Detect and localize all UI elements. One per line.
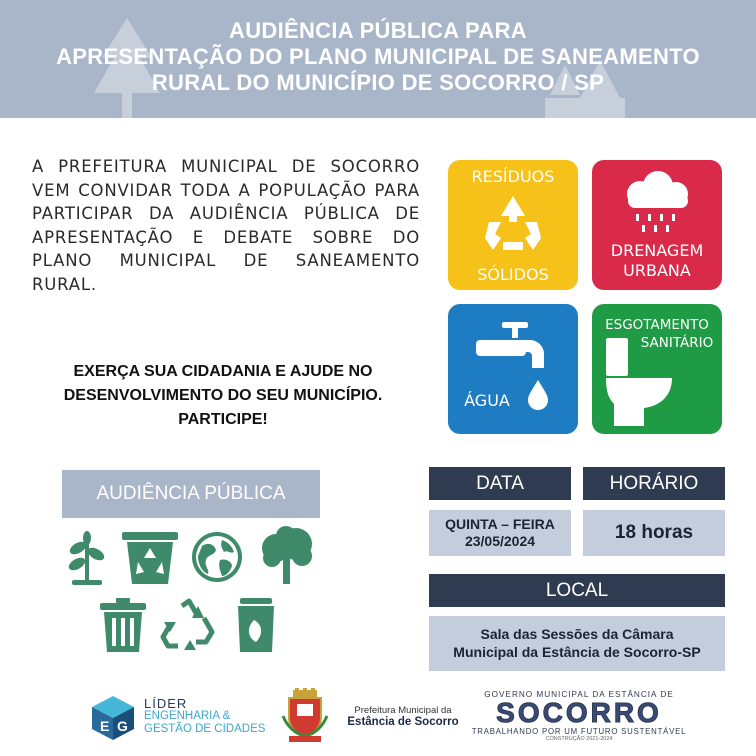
toilet-icon bbox=[602, 334, 678, 430]
location-box bbox=[429, 616, 725, 671]
tile-agua bbox=[448, 304, 578, 434]
recycle-icon bbox=[481, 192, 545, 256]
fertilizer-bag-icon bbox=[236, 598, 276, 652]
time-value: 18 horas bbox=[583, 510, 725, 556]
governo-wordmark: SOCORRO bbox=[496, 697, 662, 728]
lider-cube-icon bbox=[90, 694, 136, 742]
cta-line-1: EXERÇA SUA CIDADANIA E AJUDE NO bbox=[73, 363, 373, 380]
date-value: 23/05/2024 bbox=[464, 533, 536, 549]
time-header: HORÁRIO bbox=[583, 467, 725, 500]
date-header: DATA bbox=[429, 467, 571, 500]
invitation-text: A PREFEITURA MUNICIPAL DE SOCORRO VEM CONVIDAR TODA A POPULAÇÃO PARA PARTICIPAR DA AUDIÊNCIA PÚBLICA DE APRESENTAÇÃO E DEBATE SOBRE DO PLANO MUNICIPAL DE SANEAMENTO RURAL. bbox=[32, 157, 420, 294]
globe-icon bbox=[190, 530, 244, 584]
rain-cloud-icon bbox=[614, 170, 700, 236]
tile-esgotamento-line-2: SANITÁRIO bbox=[640, 335, 714, 351]
tile-esgotamento-line-1: ESGOTAMENTO bbox=[605, 317, 709, 333]
tile-esgotamento-sanitario bbox=[592, 304, 722, 434]
cta-line-3: PARTICIPE! bbox=[178, 411, 268, 428]
governo-socorro-logo bbox=[470, 690, 688, 746]
tile-drenagem-line-2: URBANA bbox=[623, 261, 691, 280]
recycle-icon bbox=[160, 598, 218, 654]
tile-drenagem-line-1: DRENAGEM bbox=[610, 241, 704, 260]
title-line-2: APRESENTAÇÃO DO PLANO MUNICIPAL DE SANEAMENTO bbox=[56, 44, 700, 69]
header-banner bbox=[0, 0, 756, 118]
socorro-coat-of-arms-icon bbox=[281, 688, 329, 744]
plant-sprout-icon bbox=[64, 530, 110, 586]
tile-residuos-solidos bbox=[448, 160, 578, 290]
date-weekday: QUINTA – FEIRA bbox=[445, 516, 555, 532]
governo-term: CONSTRUÇÃO 2021-2024 bbox=[545, 736, 613, 742]
date-box bbox=[429, 510, 571, 556]
prefeitura-logo-text bbox=[338, 705, 468, 735]
tile-residuos-bottom-label: SÓLIDOS bbox=[477, 265, 549, 284]
tile-drenagem-urbana bbox=[592, 160, 722, 290]
lider-name: LÍDER bbox=[144, 696, 188, 711]
page-title bbox=[0, 18, 756, 96]
location-header: LOCAL bbox=[429, 574, 725, 607]
lider-logo bbox=[90, 694, 270, 742]
governo-slogan: TRABALHANDO POR UM FUTURO SUSTENTÁVEL bbox=[471, 727, 687, 736]
audiencia-publica-label: AUDIÊNCIA PÚBLICA bbox=[62, 470, 320, 518]
location-line-2: Municipal da Estância de Socorro-SP bbox=[453, 644, 701, 660]
cta-line-2: DESENVOLVIMENTO DO SEU MUNICÍPIO. bbox=[63, 387, 383, 404]
lider-line-3: GESTÃO DE CIDADES bbox=[144, 723, 266, 735]
prefeitura-line-1: Prefeitura Municipal da bbox=[354, 705, 452, 716]
svg-text:E: E bbox=[100, 718, 110, 734]
call-to-action bbox=[28, 360, 418, 432]
title-line-3: RURAL DO MUNICÍPIO DE SOCORRO / SP bbox=[151, 70, 605, 95]
tile-residuos-top-label: RESÍDUOS bbox=[471, 167, 555, 186]
lider-line-2: ENGENHARIA & bbox=[144, 710, 231, 722]
tree-icon bbox=[258, 526, 316, 586]
svg-text:G: G bbox=[117, 718, 128, 734]
prefeitura-line-2: Estância de Socorro bbox=[347, 716, 459, 728]
governo-top-line: GOVERNO MUNICIPAL DA ESTÂNCIA DE bbox=[484, 690, 674, 699]
tile-agua-label: ÁGUA bbox=[464, 391, 510, 410]
title-line-1: AUDIÊNCIA PÚBLICA PARA bbox=[229, 18, 527, 43]
location-line-1: Sala das Sessões da Câmara bbox=[480, 626, 674, 642]
recycle-bin-icon bbox=[122, 532, 178, 584]
trash-can-icon bbox=[100, 598, 146, 652]
